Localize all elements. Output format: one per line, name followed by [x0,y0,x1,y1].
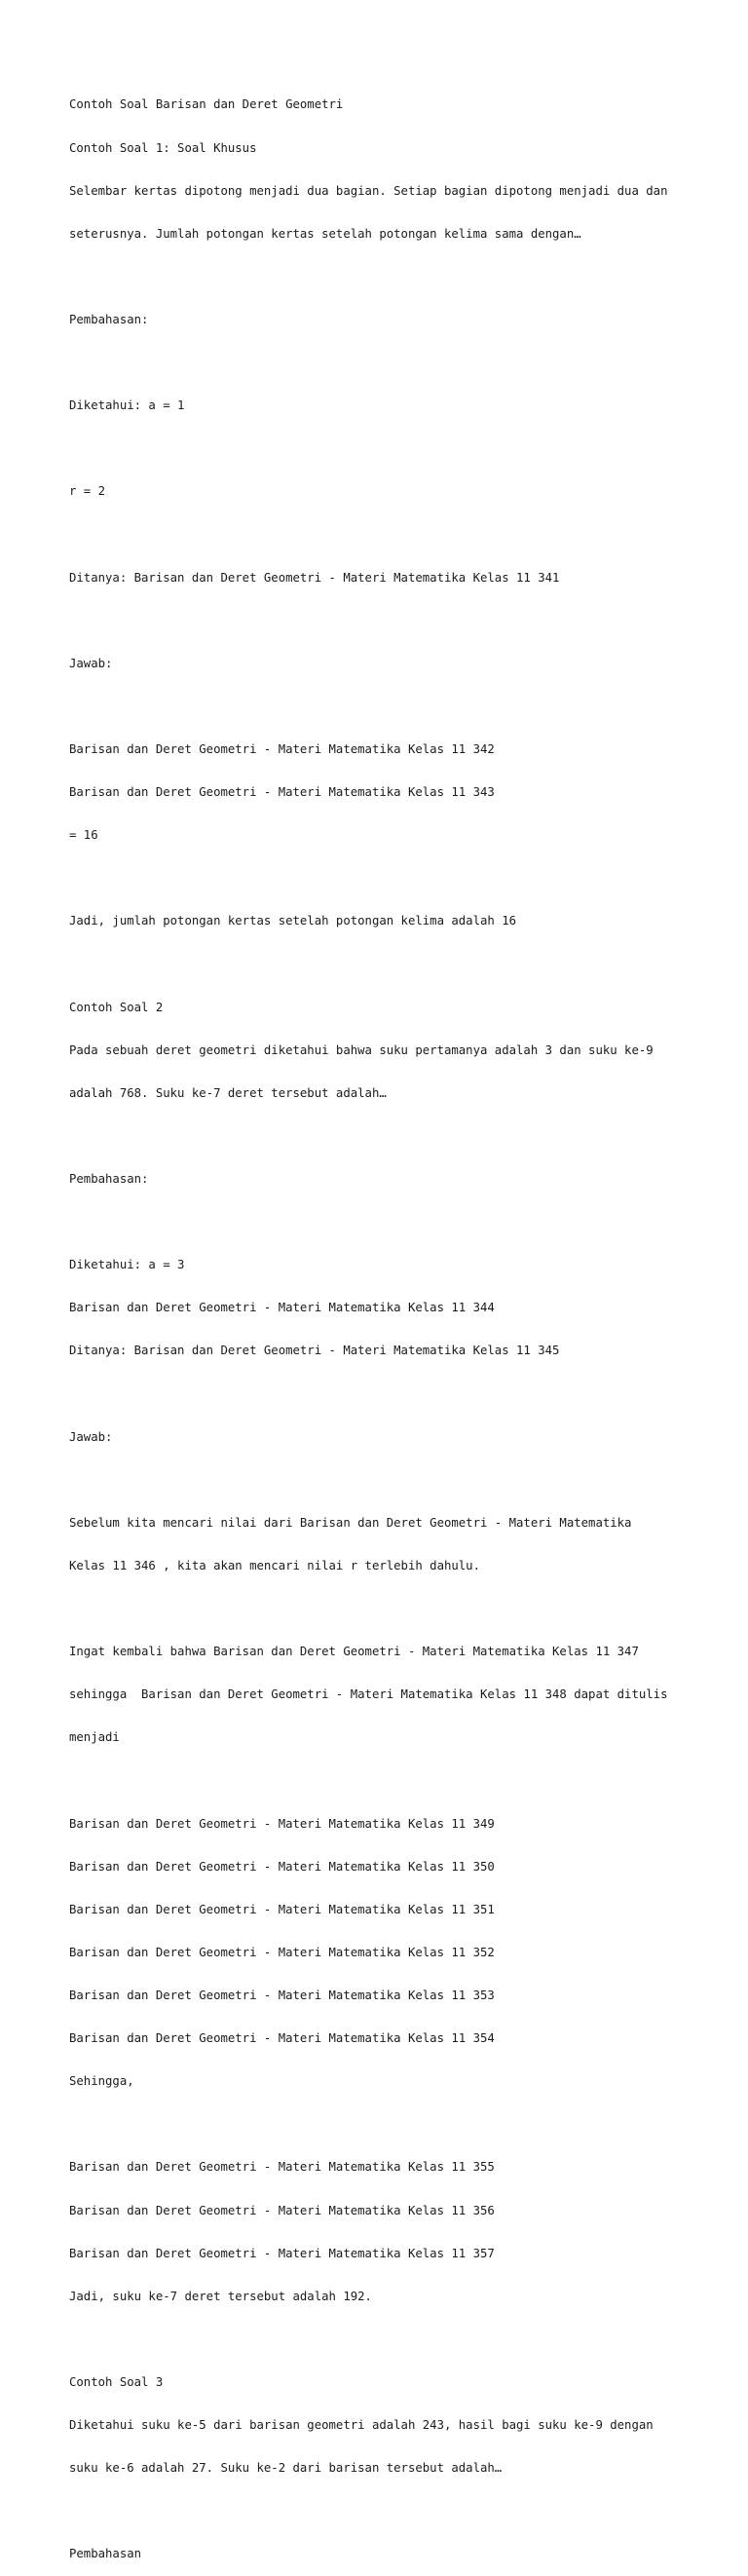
section-label: Jawab: [69,656,113,670]
text-line: Barisan dan Deret Geometri - Materi Matematika Kelas 11 354 [69,2031,495,2046]
text-line: Barisan dan Deret Geometri - Materi Matematika Kelas 11 344 [69,1301,495,1315]
text-line: menjadi [69,1730,120,1745]
text-line: Selembar kertas dipotong menjadi dua bagian. Setiap bagian dipotong menjadi dua dan [69,183,668,198]
blank-line [69,1129,692,1144]
text-line: Barisan dan Deret Geometri - Materi Matematika Kelas 11 356 [69,2203,495,2217]
text-line: Barisan dan Deret Geometri - Materi Matematika Kelas 11 352 [69,1945,495,1959]
text-line: adalah 768. Suku ke-7 deret tersebut adalah… [69,1085,387,1100]
blank-line [69,2117,692,2132]
blank-line [69,1773,692,1788]
blank-line [69,527,692,542]
section-label: Pembahasan [69,2547,142,2561]
text-line: Jadi, jumlah potongan kertas setelah potongan kelima adalah 16 [69,914,517,928]
example-3-heading: Contoh Soal 3 [69,2374,164,2389]
blank-line [69,356,692,370]
example-2-heading: Contoh Soal 2 [69,1000,164,1014]
blank-line [69,1473,692,1488]
text-line: Barisan dan Deret Geometri - Materi Matematika Kelas 11 351 [69,1902,495,1916]
text-line: Barisan dan Deret Geometri - Materi Matematika Kelas 11 342 [69,741,495,756]
text-line: Barisan dan Deret Geometri - Materi Matematika Kelas 11 357 [69,2246,495,2260]
blank-line [69,957,692,971]
section-label: Jawab: [69,1429,113,1444]
example-1-heading: Contoh Soal 1: Soal Khusus [69,140,257,155]
blank-line [69,2504,692,2519]
blank-line [69,871,692,886]
text-line: seterusnya. Jumlah potongan kertas setelah potongan kelima sama dengan… [69,226,581,241]
text-line: Ditanya: Barisan dan Deret Geometri - Materi Matematika Kelas 11 345 [69,1344,560,1358]
text-line: Barisan dan Deret Geometri - Materi Matematika Kelas 11 353 [69,1989,495,2002]
text-line: Barisan dan Deret Geometri - Materi Matematika Kelas 11 355 [69,2160,495,2175]
text-line: Jadi, suku ke-7 deret tersebut adalah 192. [69,2289,372,2303]
blank-line [69,1602,692,1616]
text-line: sehingga Barisan dan Deret Geometri - Materi Matematika Kelas 11 348 dapat ditulis [69,1687,668,1702]
blank-line [69,1387,692,1402]
text-line: Diketahui suku ke-5 dari barisan geometri adalah 243, hasil bagi suku ke-9 dengan [69,2418,654,2433]
section-label: Pembahasan: [69,312,149,326]
text-line: suku ke-6 adalah 27. Suku ke-2 dari barisan tersebut adalah… [69,2461,503,2476]
text-line: Pada sebuah deret geometri diketahui bahwa suku pertamanya adalah 3 dan suku ke-9 [69,1042,654,1057]
blank-line [69,614,692,628]
blank-line [69,441,692,456]
text-line: Ingat kembali bahwa Barisan dan Deret Geometri - Materi Matematika Kelas 11 347 [69,1645,639,1659]
text-line: r = 2 [69,484,106,499]
document-title: Contoh Soal Barisan dan Deret Geometri [69,97,344,112]
blank-line [69,2332,692,2347]
text-line: Kelas 11 346 , kita akan mencari nilai r terlebih dahulu. [69,1558,480,1572]
blank-line [69,1215,692,1230]
text-line: Barisan dan Deret Geometri - Materi Matematika Kelas 11 350 [69,1859,495,1874]
text-line: Sebelum kita mencari nilai dari Barisan dan Deret Geometri - Materi Matematika [69,1515,632,1530]
document-page [69,69,692,2576]
blank-line [69,270,692,284]
text-line: Diketahui: a = 1 [69,398,185,413]
blank-line [69,700,692,714]
text-line: Barisan dan Deret Geometri - Materi Matematika Kelas 11 343 [69,785,495,800]
text-line: Ditanya: Barisan dan Deret Geometri - Materi Matematika Kelas 11 341 [69,570,560,585]
text-line: Barisan dan Deret Geometri - Materi Matematika Kelas 11 349 [69,1816,495,1831]
text-line: Diketahui: a = 3 [69,1258,185,1272]
section-label: Pembahasan: [69,1172,149,1186]
text-line: = 16 [69,828,98,843]
text-line: Sehingga, [69,2074,134,2089]
